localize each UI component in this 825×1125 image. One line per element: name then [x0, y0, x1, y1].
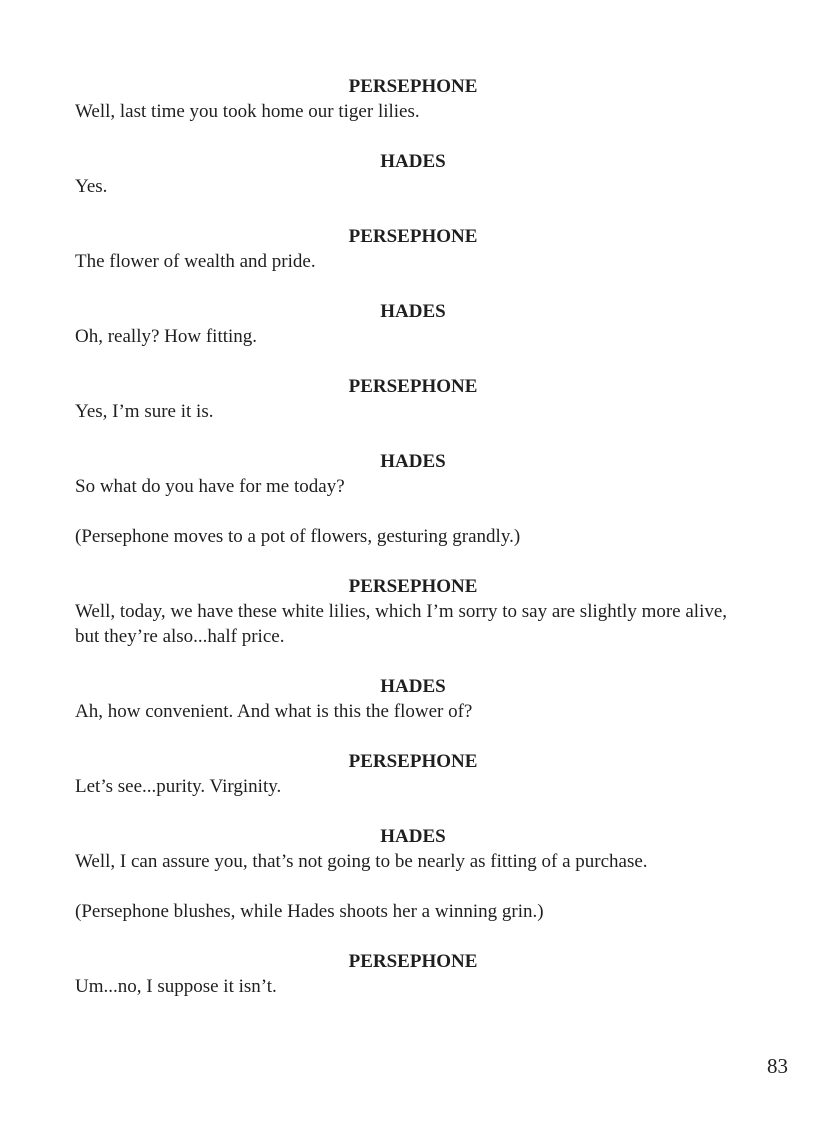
speaker-name: PERSEPHONE: [348, 76, 478, 97]
dialogue-line: Well, today, we have these white lilies, which I’m sorry to say are slightly more alive, but they’re also...half price.: [75, 601, 728, 647]
speaker-name: HADES: [380, 676, 446, 697]
speaker-name: PERSEPHONE: [348, 226, 478, 247]
dialogue-block: [75, 74, 751, 124]
page-number: 83: [767, 1054, 788, 1078]
dialogue-block: [75, 449, 751, 499]
dialogue-line: Let’s see...purity. Virginity.: [75, 776, 282, 797]
dialogue-block: [75, 949, 751, 999]
speaker-name: PERSEPHONE: [348, 576, 478, 597]
dialogue-block: [75, 374, 751, 424]
dialogue-block: [75, 574, 751, 649]
dialogue-block: [75, 824, 751, 874]
dialogue-line: So what do you have for me today?: [75, 476, 345, 497]
speaker-name: HADES: [380, 301, 446, 322]
speaker-name: PERSEPHONE: [348, 951, 478, 972]
dialogue-block: [75, 299, 751, 349]
dialogue-line: Um...no, I suppose it isn’t.: [75, 976, 277, 997]
dialogue-line: Ah, how convenient. And what is this the flower of?: [75, 701, 473, 722]
dialogue-line: The flower of wealth and pride.: [75, 251, 316, 272]
speaker-name: HADES: [380, 451, 446, 472]
dialogue-block: [75, 149, 751, 199]
script-body: [75, 74, 751, 1024]
dialogue-line: Oh, really? How fitting.: [75, 326, 258, 347]
dialogue-line: Yes, I’m sure it is.: [75, 401, 214, 422]
dialogue-line: Well, last time you took home our tiger lilies.: [75, 101, 420, 122]
dialogue-block: [75, 674, 751, 724]
speaker-name: PERSEPHONE: [348, 751, 478, 772]
speaker-name: HADES: [380, 151, 446, 172]
dialogue-line: Yes.: [75, 176, 108, 197]
speaker-name: PERSEPHONE: [348, 376, 478, 397]
dialogue-block: [75, 749, 751, 799]
stage-direction: (Persephone blushes, while Hades shoots her a winning grin.): [75, 901, 544, 922]
dialogue-block: [75, 224, 751, 274]
speaker-name: HADES: [380, 826, 446, 847]
stage-direction: (Persephone moves to a pot of flowers, gesturing grandly.): [75, 526, 521, 547]
dialogue-line: Well, I can assure you, that’s not going to be nearly as fitting of a purchase.: [75, 851, 648, 872]
